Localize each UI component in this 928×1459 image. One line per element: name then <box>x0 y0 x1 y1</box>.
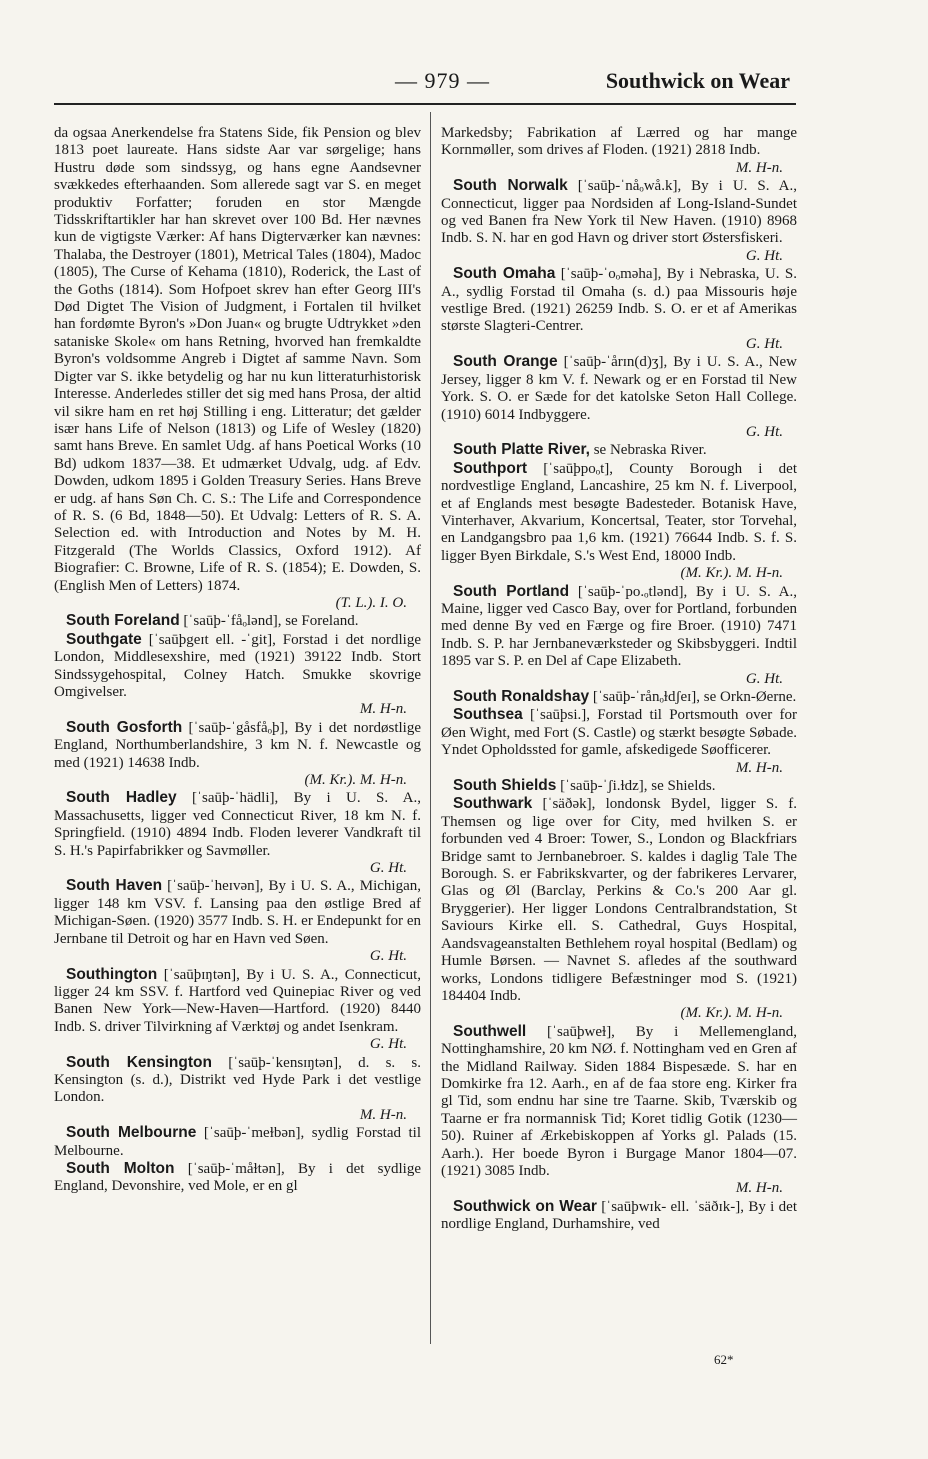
entry-signature: G. Ht. <box>369 1036 407 1053</box>
entry-text: se Nebraska River. <box>593 442 707 459</box>
entry-signature: G. Ht. <box>369 948 407 965</box>
entry-headword: Southwell <box>453 1022 527 1040</box>
dictionary-entry <box>441 177 797 265</box>
entry-text: [ˈsaūþ-ˈheɪvən], By i U. S. A., Michigan, ligger 148 km VSV. f. Lansing paa den østlige Bred af Michigan-Søen. (1920) 3577 Indb. S. H. er Endepunkt for en Jernbane til Detroit og har en Havn ved Søen. <box>54 878 422 947</box>
entry-signature: (M. Kr.). M. H-n. <box>680 1005 783 1022</box>
entry-headword: Southport <box>453 459 528 477</box>
entry-signature: G. Ht. <box>745 670 783 687</box>
dictionary-entry <box>441 1198 797 1234</box>
entry-text: [ˈsaūþ-ˈårɪn(d)ʒ], By i U. S. A., New Jersey, ligger 8 km V. f. Newark og er en Forstad til New York. S. O. er Sæde for det katolske Seton Hall College. (1910) 6014 Indbyggere. <box>441 354 798 423</box>
dictionary-entry <box>54 1054 421 1125</box>
entry-headword: South Molton <box>66 1159 175 1177</box>
entry-headword: Southgate <box>66 630 142 648</box>
entry-signature: M. H-n. <box>735 1180 783 1197</box>
entry-headword: Southwick on Wear <box>453 1197 597 1215</box>
entry-headword: Southwark <box>453 795 533 813</box>
dictionary-entry <box>441 460 797 583</box>
entry-text: [ˈsaūþgeɪt ell. -ˈgit], Forstad i det nordlige London, Middlesexshire, med (1921) 39122 Indb. Stort Sindssygehospital, Colney Hatch. Smukke skovrige Omgivelser. <box>54 631 421 700</box>
entry-text: [ˈsaūþ-ˈfåₒlənd], se Foreland. <box>183 613 359 630</box>
entry-signature: M. H-n. <box>735 759 783 776</box>
entry-headword: South Omaha <box>453 265 556 283</box>
entry-text: [ˈsaūþsi.], Forstad til Portsmouth over for Øen Wight, med Fort (S. Castle) og stærkt besøgte Søbade. Yndet Opholdssted for gamle, afskedigede Søofficerer. <box>441 707 798 759</box>
entry-signature: M. H-n. <box>359 1106 407 1123</box>
left-column <box>54 125 421 1196</box>
entry-headword: South Melbourne <box>66 1124 197 1142</box>
entry-text: da ogsaa Anerkendelse fra Statens Side, fik Pension og blev 1813 poet laureate. Hans sidste Aar var sørgelige; hans Hustru døde som sindssyg, og hans egne Aandsevner svækkedes efterhaanden. Som allerede sagt var S. en meget produktiv Forfatter; foruden en stor Mængde Tidsskriftartikler har han skrevet over 100 Bd. Her nævnes kun de vigtigste Værker: Af hans Digterværker kan nævnes: Thalaba, the Destroyer (1801), Metrical Tales (1804), Madoc (1805), The Curse of Kehama (1810), Roderick, the Last of the Goths (1814). Som Hofpoet skrev han efter Georg III's Død Digtet The Vision of Judgment, i Fortalen til hvilket han fordømte Byron's »Don Juan« og brugte Udtrykket »den sataniske Skole« om hans Retning, hvorved han fremkaldte Byron's voldsomme Angreb i Digtet af samme Navn. Som Digter var S. ikke betydelig og har nu kun litteraturhistorisk Interesse. Anderledes stiller det sig med hans Prosa, der altid vil sikre ham en ret høj Stilling i eng. Litteratur; det gælder især hans Life of Nelson (1813) og Life of Wesley (1820) samt hans Breve. En samlet Udg. af hans Poetical Works (10 Bd) udkom 1837—38. Et udmærket Udvalg, udg. af Edv. Dowden, udkom 1895 i Golden Treasury Series. Hans Breve er udg. af hans Søn Ch. C. S.: The Life and Correspondence of R. S. (6 Bd, 1848—50). Et Udvalg: Letters of R. S. A. Selection ed. with Introduction and Notes by M. H. Fitzgerald (The Worlds Classics, Oxford 1912). Af Biografier: C. Browne, Life of R. S. (1854); E. Dowden, S. (English Men of Letters) 1874. <box>54 125 421 594</box>
dictionary-entry <box>54 1160 421 1196</box>
entry-headword: South Ronaldshay <box>453 688 590 705</box>
entry-headword: South Foreland <box>66 612 180 630</box>
right-column <box>441 125 797 1234</box>
dictionary-entry <box>54 877 421 965</box>
entry-headword: Southsea <box>453 706 523 724</box>
dictionary-entry <box>441 795 797 1022</box>
entry-signature: (T. L.). I. O. <box>335 594 407 611</box>
entry-headword: South Kensington <box>66 1053 212 1071</box>
entry-headword: South Haven <box>66 877 163 895</box>
entry-text: [ˈsaūþ-ˈhädli], By i U. S. A., Massachusetts, ligger ved Connecticut River, 18 km N. f. Springfield. (1910) 4894 Indb. Floden leverer Vandkraft til S. H.'s Papirfabrikker og Savmøller. <box>54 790 421 859</box>
running-head: Southwick on Wear <box>605 68 790 93</box>
entry-text: [ˈsaūþ-ˈʃi.ɫdz], se Shields. <box>560 778 716 795</box>
entry-text: [ˈsaūþ-ˈmåɫtən], By i det sydlige England, Devonshire, ved Mole, er en gl <box>54 1160 422 1195</box>
entry-signature: M. H-n. <box>735 159 783 176</box>
entry-text: [ˈsaūþ-ˈmeɫbən], sydlig Forstad til Melbourne. <box>54 1125 422 1159</box>
signature-mark: 62* <box>714 1352 734 1367</box>
entry-text: [ˈsaūþweɫ], By i Mellemengland, Nottinghamshire, 20 km NØ. f. Nottingham ved en Gren af the Midland Railway. Siden 1884 Bispesæde. S. har en Domkirke fra 12. Aarh., en af de faa store eng. Kirker fra gl Tid, som endnu har sine tre Taarne. Skib, Tværskib og Taarne er fra normannisk Tid; Koret tidlig Gotik (1230—50). Ruiner af Ærkebiskoppen af Yorks gl. Palads (15. Aarh.). Her boede Byron i Burgage Manor 1804—07. (1921) 3085 Indb. <box>441 1023 798 1179</box>
header-rule <box>54 103 796 105</box>
entry-signature: G. Ht. <box>745 335 783 352</box>
entry-text: [ˈsäðək], londonsk Bydel, ligger S. f. Themsen og lige over for City, med hvilken S. er forbunden ved 4 Broer: Tower, S., London og Blackfriars Bridge samt to Jernbanebroer. S. kaldes i daglig Tale The Borough. S. er Fabrikskvarter, og der fabrikeres Lervarer, Glas og Øl (Barclay, Perkins & Co.'s 200 Aar gl. Bryggerier). Her ligger Londons Centralbrandstation, St Saviours Kirke ell. S. Cathedral, Guys Hospital, Aandsvageanstalten Bethlehem royal hospital (Bedlam) og Humle Børsen. — Navnet S. afledes af the southward works, Londons tidligere Befæstninger mod S. (1921) 184404 Indb. <box>441 796 797 1004</box>
dictionary-entry <box>441 441 797 459</box>
entry-text: [ˈsaūþ-ˈgåsfåₒþ], By i det nordøstlige England, Northumberlandshire, 3 km N. f. Newcastle og med (1921) 14638 Indb. <box>54 719 421 771</box>
entry-headword: South Gosforth <box>66 718 183 736</box>
dictionary-entry <box>441 688 797 706</box>
dictionary-entry <box>441 777 797 795</box>
entry-text: [ˈsaūþ-ˈoₒməha], By i Nebraska, U. S. A., sydlig Forstad til Omaha (s. d.) paa Missouris høje vestlige Bred. (1921) 26259 Indb. S. O. er et af Amerikas største Slagteri-Centrer. <box>441 266 797 335</box>
dictionary-entry <box>54 125 421 612</box>
entry-text: Markedsby; Fabrikation af Lærred og har mange Kornmøller, som drives af Floden. (1921) 2818 Indb. <box>441 125 797 159</box>
dictionary-entry <box>54 612 421 630</box>
dictionary-entry <box>54 1124 421 1160</box>
dictionary-entry <box>54 966 421 1054</box>
entry-headword: South Orange <box>453 353 558 371</box>
entry-signature: G. Ht. <box>369 860 407 877</box>
entry-headword: South Platte River, <box>453 441 590 459</box>
entry-signature: (M. Kr.). M. H-n. <box>680 565 783 582</box>
dictionary-entry <box>441 353 797 441</box>
entry-text: [ˈsaūþ-ˈnåₒwå.k], By i U. S. A., Connecticut, ligger paa Nordsiden af Long-Island-Sundet og ved Banen fra New York til New Haven. (1910) 8968 Indb. S. N. har en god Havn og driver stort Østersfiskeri. <box>441 178 797 247</box>
dictionary-entry <box>441 125 797 177</box>
entry-headword: South Norwalk <box>453 177 568 195</box>
page-number: — 979 — <box>395 68 490 93</box>
dictionary-entry <box>441 706 797 777</box>
entry-text: [ˈsaūþwɪk- ell. ˈsäðɪk-], By i det nordlige England, Durhamshire, ved <box>441 1198 798 1233</box>
dictionary-entry <box>54 719 421 790</box>
dictionary-entry <box>54 789 421 877</box>
entry-text: [ˈsaūþ-ˈkensɪŋtən], d. s. s. Kensington (s. d.), Distrikt ved Hyde Park i det vestlige London. <box>54 1054 421 1106</box>
entry-signature: (M. Kr.). M. H-n. <box>304 772 407 789</box>
entry-headword: South Shields <box>453 777 557 795</box>
entry-text: [ˈsaūþ-ˈrånₒɫdʃeɪ], se Orkn-Øerne. <box>592 689 797 705</box>
entry-text: [ˈsaūþpoₒt], County Borough i det nordvestlige England, Lancashire, 25 km N. f. Liverpool, et af Englands mest besøgte Badesteder. Botanisk Have, Vinterhaver, Akvarium, Koncertsal, Teater, stor Torvehal, en Landgangsbro paa 1,6 km. (1921) 76644 Indb. S. f. S. ligger Byen Birkdale, S.'s West End, 18000 Indb. <box>441 460 797 564</box>
entry-signature: M. H-n. <box>359 701 407 718</box>
column-divider <box>430 112 431 1344</box>
entry-headword: South Portland <box>453 582 570 600</box>
dictionary-entry <box>54 631 421 719</box>
dictionary-entry <box>441 265 797 353</box>
dictionary-entry <box>441 1023 797 1198</box>
entry-headword: South Hadley <box>66 789 177 807</box>
entry-text: [ˈsaūþɪŋtən], By i U. S. A., Connecticut, ligger 24 km SSV. f. Hartford ved Quinepiac River og ved Banen New York—New-Haven—Hartford. (1920) 8440 Indb. S. driver Tilvirkning af Værktøj og andet Isenkram. <box>54 966 422 1035</box>
page-header <box>0 68 928 100</box>
entry-signature: G. Ht. <box>745 423 783 440</box>
entry-text: [ˈsaūþ-ˈpo.ₒtlənd], By i U. S. A., Maine, ligger ved Casco Bay, over for Portland, forbunden med denne By ved en Færge og fire Broer. (1910) 7471 Indb. S. P. har Jernbaneværksteder og Skibsbyggeri. Indtil 1895 var S. P. en Del af Cape Elizabeth. <box>441 583 798 670</box>
entry-headword: Southington <box>66 965 158 983</box>
entry-signature: G. Ht. <box>745 247 783 264</box>
dictionary-entry <box>441 583 797 688</box>
